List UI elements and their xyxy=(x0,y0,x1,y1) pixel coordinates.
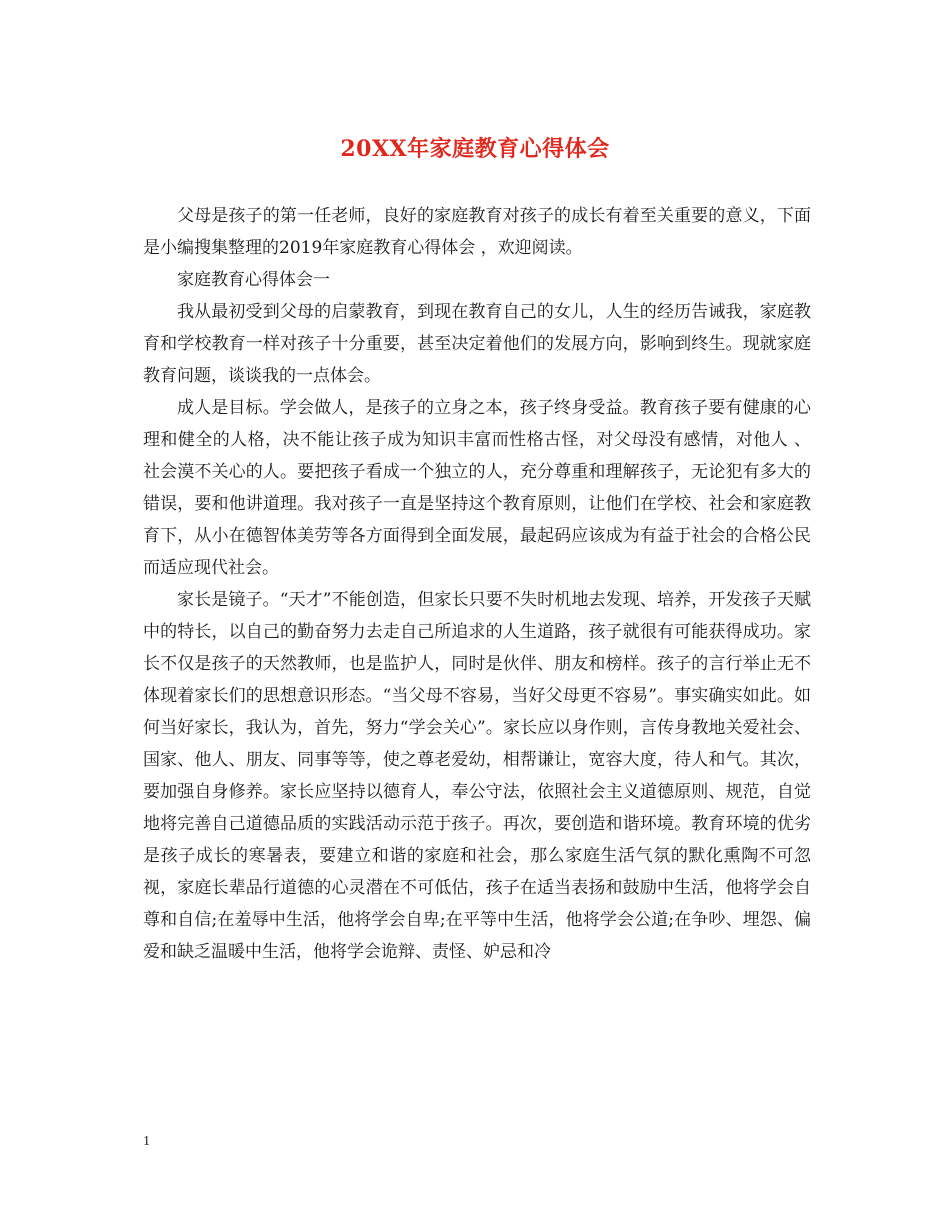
page-number: 1 xyxy=(143,1134,150,1149)
section-heading: 家庭教育心得体会一 xyxy=(177,270,330,290)
body-paragraph-1: 我从最初受到父母的启蒙教育，到现在教育自己的女儿，人生的经历告诫我，家庭教育和学校教育一样对孩子十分重要，甚至决定着他们的发展方向，影响到终生。现就家庭教育问题，谈谈我的一点体会。 xyxy=(143,302,811,386)
document-title: 20XX年家庭教育心得体会 xyxy=(340,136,610,162)
body-paragraph-3: 家长是镜子。“天才”不能创造，但家长只要不失时机地去发现、培养，开发孩子天赋中的特长，以自己的勤奋努力去走自己所追求的人生道路，孩子就很有可能获得成功。家长不仅是孩子的天然教师，也是监护人，同时是伙伴、朋友和榜样。孩子的言行举止无不体现着家长们的思想意识形态。“当父母不容易，当好父母更不容易”。事实确实如此。如何当好家长，我认为，首先，努力“学会关心”。家长应以身作则，言传身教地关爱社会、国家、他人、朋友、同事等等，使之尊老爱幼，相帮谦让，宽容大度，待人和气。其次，要加强自身修养。家长应坚持以德育人，奉公守法，依照社会主义道德原则、规范，自觉地将完善自己道德品质的实践活动示范于孩子。再次，要创造和谐环境。教育环境的优劣是孩子成长的寒暑表，要建立和谐的家庭和社会，那么家庭生活气氛的默化熏陶不可忽视，家庭长辈品行道德的心灵潜在不可低估，孩子在适当表扬和鼓励中生活，他将学会自尊和自信;在羞辱中生活，他将学会自卑;在平等中生活，他将学会公道;在争吵、埋怨、偏爱和缺乏温暖中生活，他将学会诡辩、责怪、妒忌和冷 xyxy=(143,590,811,962)
body-paragraph-2: 成人是目标。学会做人，是孩子的立身之本，孩子终身受益。教育孩子要有健康的心理和健全的人格，决不能让孩子成为知识丰富而性格古怪，对父母没有感情，对他人 、社会漠不关心的人。要把孩子看成一个独立的人，充分尊重和理解孩子，无论犯有多大的错误，要和他讲道理。我对孩子一直是坚持这个教育原则，让他们在学校、社会和家庭教育下，从小在德智体美劳等各方面得到全面发展，最起码应该成为有益于社会的合格公民而适应现代社会。 xyxy=(143,398,811,578)
intro-paragraph: 父母是孩子的第一任老师，良好的家庭教育对孩子的成长有着至关重要的意义，下面是小编搜集整理的2019年家庭教育心得体会 ，欢迎阅读。 xyxy=(143,206,811,258)
document-body xyxy=(143,200,811,968)
